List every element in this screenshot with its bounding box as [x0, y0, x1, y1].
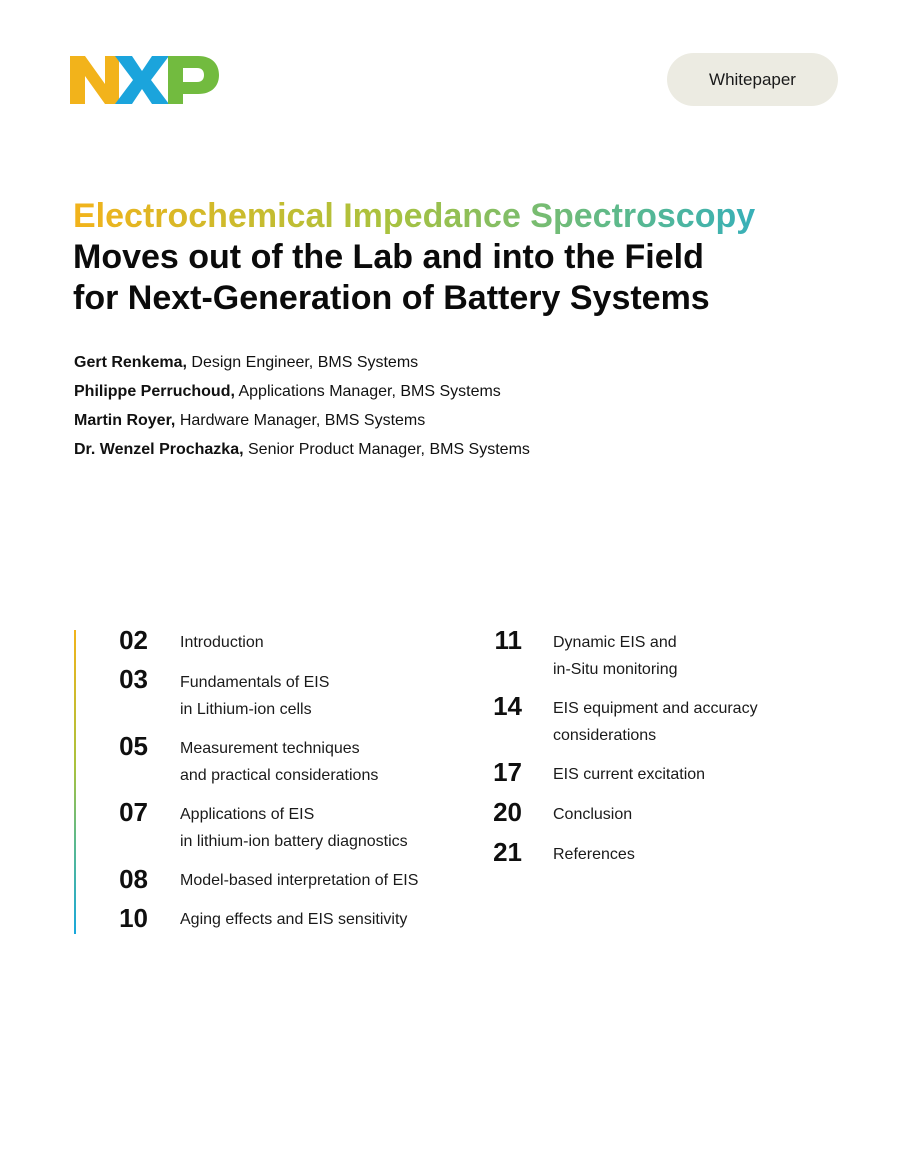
author-item: [74, 348, 774, 377]
title-line-3: for Next-Generation of Battery Systems: [73, 279, 710, 317]
toc-label: [180, 630, 264, 657]
toc-label-line: Applications of EIS: [180, 806, 315, 823]
toc-page-number: 17: [493, 757, 522, 787]
toc-label-line: Introduction: [180, 634, 264, 651]
toc-page-number: 05: [119, 731, 148, 761]
toc-label: [553, 630, 678, 683]
author-name: Philippe Perruchoud,: [74, 383, 235, 400]
author-role: Applications Manager, BMS Systems: [238, 383, 501, 400]
toc-label-line: Aging effects and EIS sensitivity: [180, 911, 408, 928]
toc-page-number: 10: [119, 903, 148, 933]
toc-label: [180, 802, 408, 855]
toc-label-line: Measurement techniques: [180, 740, 360, 757]
toc-label-line: considerations: [553, 726, 657, 744]
author-role: Hardware Manager, BMS Systems: [179, 412, 426, 429]
author-name: Martin Royer,: [74, 412, 176, 429]
nxp-logo: [70, 54, 220, 106]
toc-page-number: 08: [119, 864, 148, 894]
toc-label-line: and practical considerations: [180, 766, 379, 784]
toc-label: [180, 736, 378, 789]
toc-page-number: 11: [494, 625, 522, 655]
toc-label-line: Conclusion: [553, 806, 633, 823]
toc-label-line: Dynamic EIS and: [553, 634, 677, 651]
author-item: [74, 377, 774, 406]
author-item: [74, 435, 774, 464]
toc-page-number: 14: [493, 691, 522, 721]
document-title: [73, 196, 863, 319]
author-name: Dr. Wenzel Prochazka,: [74, 441, 244, 458]
nxp-logo-graphic: [70, 54, 220, 106]
toc-label-line: in-Situ monitoring: [553, 660, 678, 678]
toc-label-line: References: [553, 846, 635, 863]
toc-label-line: EIS current excitation: [553, 766, 706, 783]
toc-label: [553, 842, 635, 869]
toc-label-line: EIS equipment and accuracy: [553, 700, 758, 717]
author-role: Senior Product Manager, BMS Systems: [248, 441, 530, 458]
toc-label: [553, 802, 632, 829]
toc-label-line: Fundamentals of EIS: [180, 674, 330, 691]
toc-page-number: 02: [119, 625, 148, 655]
toc-label-line: Model-based interpretation of EIS: [180, 872, 419, 889]
toc-label: [180, 907, 407, 934]
toc-label: [553, 762, 705, 789]
toc-label-line: in Lithium-ion cells: [180, 700, 312, 718]
whitepaper-badge: Whitepaper: [667, 53, 838, 106]
author-list: [74, 348, 774, 464]
toc-label: [180, 670, 329, 723]
author-name: Gert Renkema,: [74, 354, 187, 371]
author-role: Design Engineer, BMS Systems: [191, 354, 419, 371]
toc-page-number: 20: [493, 797, 522, 827]
author-item: [74, 406, 774, 435]
title-line-2: Moves out of the Lab and into the Field: [73, 238, 704, 276]
toc-label-line: in lithium-ion battery diagnostics: [180, 832, 408, 850]
toc-page-number: 07: [119, 797, 148, 827]
toc-label: [180, 868, 418, 895]
toc-page-number: 21: [493, 837, 522, 867]
toc-page-number: 03: [119, 664, 148, 694]
title-highlight: Electrochemical Impedance Spectroscopy: [73, 196, 863, 237]
toc-label: [553, 696, 758, 749]
toc-accent-bar: [74, 630, 76, 934]
